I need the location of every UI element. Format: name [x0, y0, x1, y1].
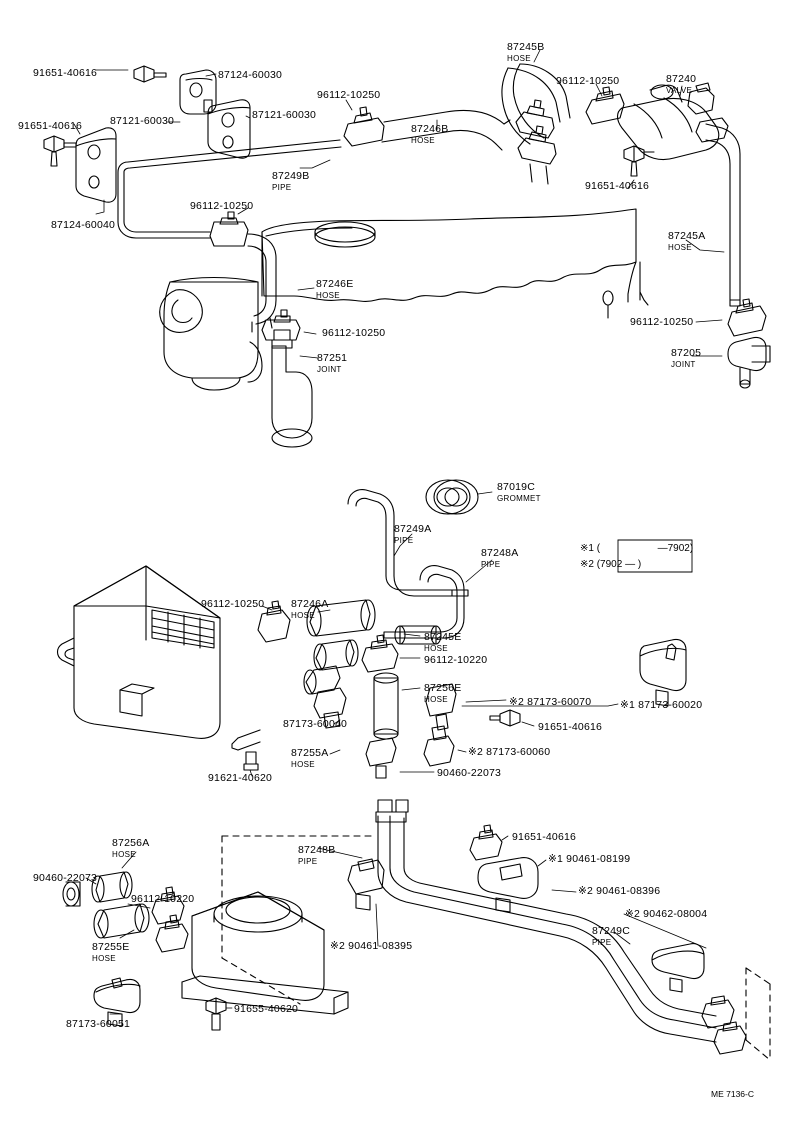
label-87019C	[497, 482, 541, 503]
label-90462-08004	[625, 909, 707, 921]
label-91621-40620	[208, 773, 272, 785]
label-90461-08395	[330, 941, 412, 953]
label-96112-10250-hose	[317, 90, 380, 102]
label-87251	[317, 353, 347, 374]
label-87246A	[291, 599, 328, 620]
label-subtext: HOSE	[291, 759, 315, 769]
label-96112-10250-mid	[201, 599, 264, 611]
label-text: 96112-10250	[322, 327, 386, 339]
label-text: 96112-10250	[630, 316, 694, 328]
label-text: ※2 90461-08395	[330, 940, 413, 952]
note-mark-2	[580, 559, 641, 570]
label-87246E	[316, 279, 353, 300]
label-87173-60040	[283, 719, 347, 731]
label-text: 90460-22073	[437, 767, 502, 779]
label-text: ※1 90461-08199	[548, 853, 631, 865]
label-91651-40616-5	[512, 832, 576, 844]
label-96112-10250-right	[630, 317, 693, 329]
label-subtext: HOSE	[411, 135, 435, 145]
label-text: 87245A	[668, 230, 706, 242]
label-87249B	[272, 171, 309, 192]
note-mark-text: ※1 (	[580, 543, 601, 554]
label-text: 87248A	[481, 547, 519, 559]
label-87173-60020	[620, 700, 702, 712]
label-subtext: PIPE	[394, 535, 414, 545]
label-text: 87248B	[298, 844, 336, 856]
label-text: 87249A	[394, 523, 432, 535]
label-87173-60070	[509, 697, 591, 709]
label-text: 87019C	[497, 481, 535, 493]
label-text: 96112-10250	[556, 75, 620, 87]
label-87240	[666, 74, 696, 95]
bracket-87121-60030-left	[44, 128, 116, 202]
label-text: 87256A	[112, 837, 150, 849]
label-87248B	[298, 845, 335, 866]
label-87248A	[481, 548, 518, 569]
pipe-87248B-87249C	[222, 800, 770, 1060]
label-87255A	[291, 748, 328, 769]
label-text: 87255A	[291, 747, 329, 759]
label-text: 87121-60030	[252, 109, 317, 121]
label-text: 87255E	[92, 941, 130, 953]
label-text: 87251	[317, 352, 348, 364]
label-text: 91651-40616	[585, 180, 650, 192]
label-87245B	[507, 42, 544, 63]
label-text: 87246B	[411, 123, 449, 135]
label-87173-60051	[66, 1019, 130, 1031]
label-87121-60030-right	[252, 110, 316, 122]
label-text: 87246A	[291, 598, 329, 610]
label-87256E	[424, 683, 461, 704]
label-90460-22073-mid	[437, 768, 501, 780]
label-text: 91651-40616	[18, 120, 83, 132]
label-text: 96112-10220	[131, 893, 195, 905]
label-text: 87124-60030	[218, 69, 283, 81]
label-subtext: PIPE	[481, 559, 501, 569]
label-text: 87205	[671, 347, 702, 359]
note-mark-text: ※2 (7902	[580, 559, 623, 570]
label-90460-22073-bottom	[33, 873, 97, 885]
label-91651-40616-3	[585, 181, 649, 193]
note-range-text: — )	[625, 559, 642, 570]
label-text: 96112-10250	[190, 200, 254, 212]
bracket-87124-60030	[134, 66, 216, 114]
label-text: 87245E	[424, 631, 462, 643]
label-96112-10250-pipe	[190, 201, 253, 213]
label-text: 87173-60040	[283, 718, 348, 730]
label-subtext: VALVE	[666, 85, 693, 95]
label-text: 87249C	[592, 925, 630, 937]
label-subtext: HOSE	[291, 610, 315, 620]
label-subtext: HOSE	[316, 290, 340, 300]
label-91651-40616-1	[33, 68, 97, 80]
label-subtext: HOSE	[92, 953, 116, 963]
label-87245A	[668, 231, 705, 252]
label-text: 87240	[666, 73, 697, 85]
label-subtext: PIPE	[298, 856, 318, 866]
label-text: 91651-40616	[512, 831, 577, 843]
label-subtext: GROMMET	[497, 493, 541, 503]
label-text: 87245B	[507, 41, 545, 53]
note-range-text: —7902)	[657, 543, 694, 554]
label-subtext: HOSE	[424, 694, 448, 704]
label-87173-60060	[468, 747, 550, 759]
label-text: 87124-60040	[51, 219, 116, 231]
label-90461-08396	[578, 886, 660, 898]
label-subtext: HOSE	[424, 643, 448, 653]
label-text: ※2 90461-08396	[578, 885, 661, 897]
heater-unit-box	[58, 566, 221, 738]
label-90461-08199	[548, 854, 630, 866]
label-91651-40616-2	[18, 121, 82, 133]
label-87256A	[112, 838, 149, 859]
label-text: 87256E	[424, 682, 462, 694]
water-valve-87240	[586, 83, 740, 306]
label-text: 91651-40616	[33, 67, 98, 79]
label-96112-10220-bottom	[131, 894, 194, 906]
label-subtext: HOSE	[507, 53, 531, 63]
label-text: 87121-60030	[110, 115, 175, 127]
label-87246B	[411, 124, 448, 145]
label-subtext: JOINT	[317, 364, 342, 374]
label-91655-40620	[234, 1004, 298, 1016]
note-mark-1	[580, 543, 693, 554]
label-87124-60030	[218, 70, 282, 82]
label-text: 96112-10250	[201, 598, 265, 610]
label-subtext: JOINT	[671, 359, 696, 369]
label-subtext: HOSE	[668, 242, 692, 252]
joint-87205	[728, 337, 770, 388]
label-text: 87246E	[316, 278, 354, 290]
label-text: 91655-40620	[234, 1003, 299, 1015]
label-96112-10250-top	[556, 76, 619, 88]
drawing-code: ME 7136-C	[711, 1089, 754, 1099]
label-text: 87249B	[272, 170, 310, 182]
label-87249A	[394, 524, 431, 545]
label-96112-10250-lower	[322, 328, 385, 340]
label-87245E	[424, 632, 461, 653]
label-text: 90460-22073	[33, 872, 98, 884]
label-87121-60030-left	[110, 116, 174, 128]
label-text: 87173-60051	[66, 1018, 131, 1030]
label-text: ※1 87173-60020	[620, 699, 703, 711]
label-subtext: HOSE	[112, 849, 136, 859]
label-text: 91651-40616	[538, 721, 603, 733]
label-text: ※2 87173-60070	[509, 696, 592, 708]
label-text: ※2 87173-60060	[468, 746, 551, 758]
clamp-96112-10250-right	[728, 299, 766, 336]
label-87249C	[592, 926, 630, 947]
label-text: ※2 90462-08004	[625, 908, 708, 920]
label-subtext: PIPE	[592, 937, 612, 947]
label-87124-60040	[51, 220, 115, 232]
label-text: 96112-10220	[424, 654, 488, 666]
label-87255E	[92, 942, 129, 963]
engine-tank-body	[160, 209, 648, 447]
label-text: 96112-10250	[317, 89, 381, 101]
label-87205	[671, 348, 701, 369]
label-91651-40616-4	[538, 722, 602, 734]
label-text: 91621-40620	[208, 772, 273, 784]
label-subtext: PIPE	[272, 182, 292, 192]
label-96112-10220-mid	[424, 655, 487, 667]
